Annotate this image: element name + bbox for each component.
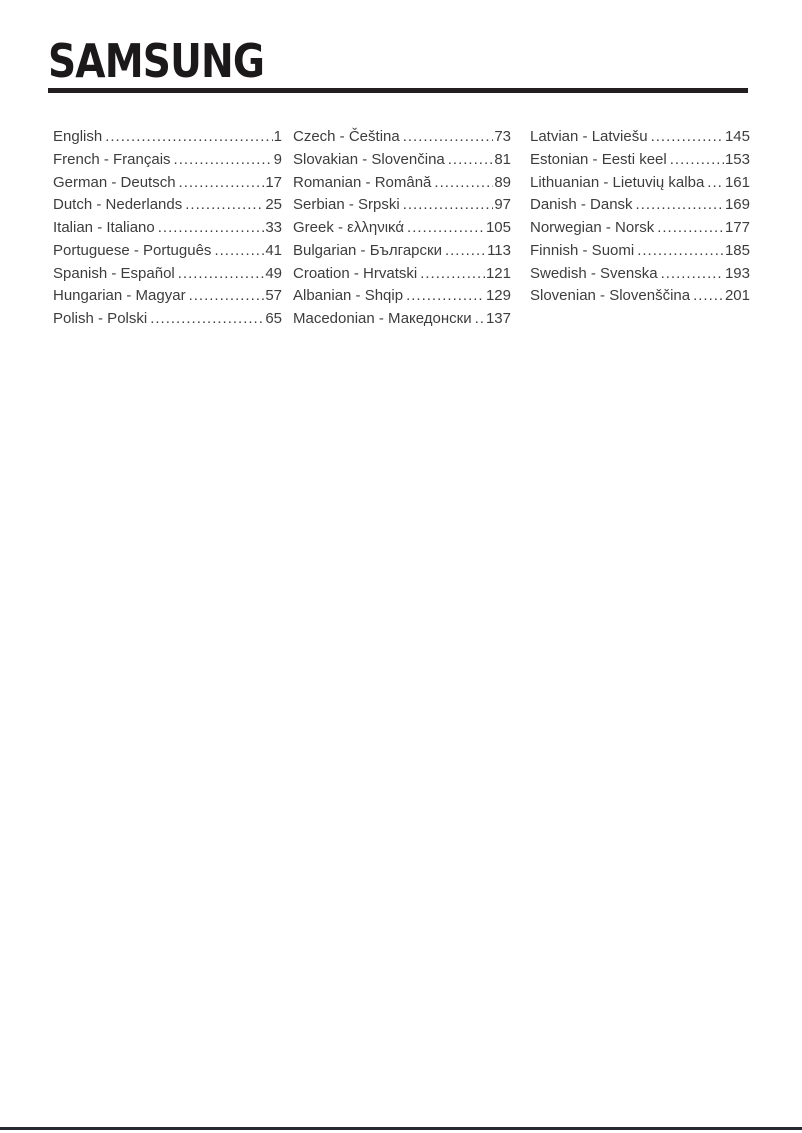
toc-dot-leader [434, 172, 493, 195]
toc-entry-page: 169 [724, 196, 750, 214]
toc-entry-page: 73 [494, 128, 511, 145]
toc-entry [53, 149, 282, 172]
toc-entry-page: 97 [494, 196, 511, 214]
toc-dot-leader [707, 172, 724, 195]
toc-column-1 [53, 126, 282, 331]
table-of-contents [53, 126, 750, 331]
toc-entry-page: 113 [487, 241, 511, 259]
toc-entry [293, 285, 511, 308]
toc-entry-label: Hungarian - Magyar [53, 287, 186, 305]
toc-entry-page: 193 [724, 264, 750, 282]
toc-entry [53, 285, 282, 308]
toc-dot-leader [406, 285, 485, 308]
header-rule [48, 88, 748, 93]
toc-entry [53, 217, 282, 240]
toc-entry-page: 17 [265, 173, 282, 191]
toc-dot-leader [475, 308, 485, 331]
toc-entry-page: 33 [265, 219, 282, 236]
toc-entry-page: 9 [273, 150, 282, 168]
toc-entry-page: 137 [485, 310, 511, 327]
toc-entry [53, 263, 282, 286]
toc-entry-page: 41 [265, 241, 282, 259]
toc-entry [293, 194, 511, 217]
toc-entry-label: Portuguese - Português [53, 241, 212, 259]
toc-dot-leader [661, 263, 724, 286]
toc-entry-label: French - Français [53, 150, 171, 168]
toc-entry-label: Polish - Polski [53, 310, 148, 327]
toc-entry-page: 1 [273, 128, 282, 145]
toc-entry-page: 89 [494, 173, 511, 191]
toc-entry [53, 308, 282, 331]
toc-dot-leader [158, 217, 265, 240]
toc-entry [293, 240, 511, 263]
toc-entry-page: 105 [485, 219, 511, 236]
toc-entry [53, 126, 282, 149]
toc-entry-label: Estonian - Eesti keel [530, 150, 667, 168]
toc-entry-label: Slovenian - Slovenščina [530, 287, 691, 305]
toc-entry [530, 217, 750, 240]
toc-entry [293, 126, 511, 149]
toc-entry [530, 149, 750, 172]
toc-entry-label: Danish - Dansk [530, 196, 633, 214]
toc-entry-page: 201 [724, 287, 750, 305]
toc-dot-leader [407, 217, 485, 240]
toc-dot-leader [445, 240, 486, 263]
toc-entry-page: 25 [265, 196, 282, 214]
toc-dot-leader [636, 194, 724, 217]
toc-dot-leader [403, 194, 494, 217]
toc-entry [53, 194, 282, 217]
toc-entry [293, 149, 511, 172]
toc-dot-leader [185, 194, 264, 217]
toc-entry-page: 49 [265, 264, 282, 282]
toc-entry-label: Romanian - Română [293, 173, 432, 191]
toc-dot-leader [178, 263, 265, 286]
toc-entry-label: Lithuanian - Lietuvių kalba [530, 173, 705, 191]
toc-dot-leader [105, 126, 272, 149]
toc-entry [293, 263, 511, 286]
toc-entry [530, 126, 750, 149]
toc-entry [53, 240, 282, 263]
toc-entry-label: Italian - Italiano [53, 219, 155, 236]
toc-dot-leader [214, 240, 264, 263]
toc-entry-page: 153 [724, 150, 750, 168]
toc-entry-page: 65 [265, 310, 282, 327]
toc-dot-leader [150, 308, 264, 331]
toc-entry-page: 57 [265, 287, 282, 305]
toc-dot-leader [403, 126, 494, 149]
toc-entry-page: 129 [485, 287, 511, 305]
toc-entry-label: German - Deutsch [53, 173, 176, 191]
toc-entry-page: 81 [494, 150, 511, 168]
toc-entry [530, 285, 750, 308]
toc-entry-label: Swedish - Svenska [530, 264, 658, 282]
toc-entry-page: 121 [485, 264, 511, 282]
toc-entry [530, 240, 750, 263]
toc-entry-label: Slovakian - Slovenčina [293, 150, 445, 168]
toc-entry-label: Latvian - Latviešu [530, 128, 648, 145]
toc-entry-label: English [53, 128, 103, 145]
toc-dot-leader [448, 149, 494, 172]
toc-dot-leader [657, 217, 724, 240]
toc-entry [530, 172, 750, 195]
toc-entry-page: 145 [724, 128, 750, 145]
toc-entry-label: Czech - Čeština [293, 128, 400, 145]
toc-entry-label: Bulgarian - Български [293, 241, 442, 259]
toc-entry-page: 185 [724, 241, 750, 259]
toc-entry-page: 161 [724, 173, 750, 191]
toc-entry [293, 217, 511, 240]
toc-entry-page: 177 [724, 219, 750, 236]
toc-entry [53, 172, 282, 195]
toc-column-2 [293, 126, 511, 331]
toc-entry [293, 308, 511, 331]
toc-entry-label: Serbian - Srpski [293, 196, 400, 214]
toc-entry-label: Albanian - Shqip [293, 287, 404, 305]
toc-dot-leader [179, 172, 265, 195]
toc-entry-label: Dutch - Nederlands [53, 196, 183, 214]
toc-entry-label: Norwegian - Norsk [530, 219, 655, 236]
toc-entry-label: Finnish - Suomi [530, 241, 635, 259]
toc-entry-label: Spanish - Español [53, 264, 175, 282]
toc-entry [293, 172, 511, 195]
toc-entry-label: Croation - Hrvatski [293, 264, 418, 282]
toc-dot-leader [670, 149, 724, 172]
footer-rule [0, 1127, 802, 1130]
toc-entry [530, 194, 750, 217]
toc-dot-leader [420, 263, 485, 286]
toc-entry-label: Greek - ελληνικά [293, 219, 405, 236]
toc-dot-leader [174, 149, 273, 172]
toc-dot-leader [651, 126, 724, 149]
toc-entry-label: Macedonian - Македонски [293, 310, 472, 327]
toc-dot-leader [189, 285, 265, 308]
toc-entry [530, 263, 750, 286]
toc-dot-leader [693, 285, 724, 308]
samsung-logo: SAMSUNG [48, 34, 265, 88]
toc-dot-leader [637, 240, 724, 263]
toc-column-3 [530, 126, 750, 331]
